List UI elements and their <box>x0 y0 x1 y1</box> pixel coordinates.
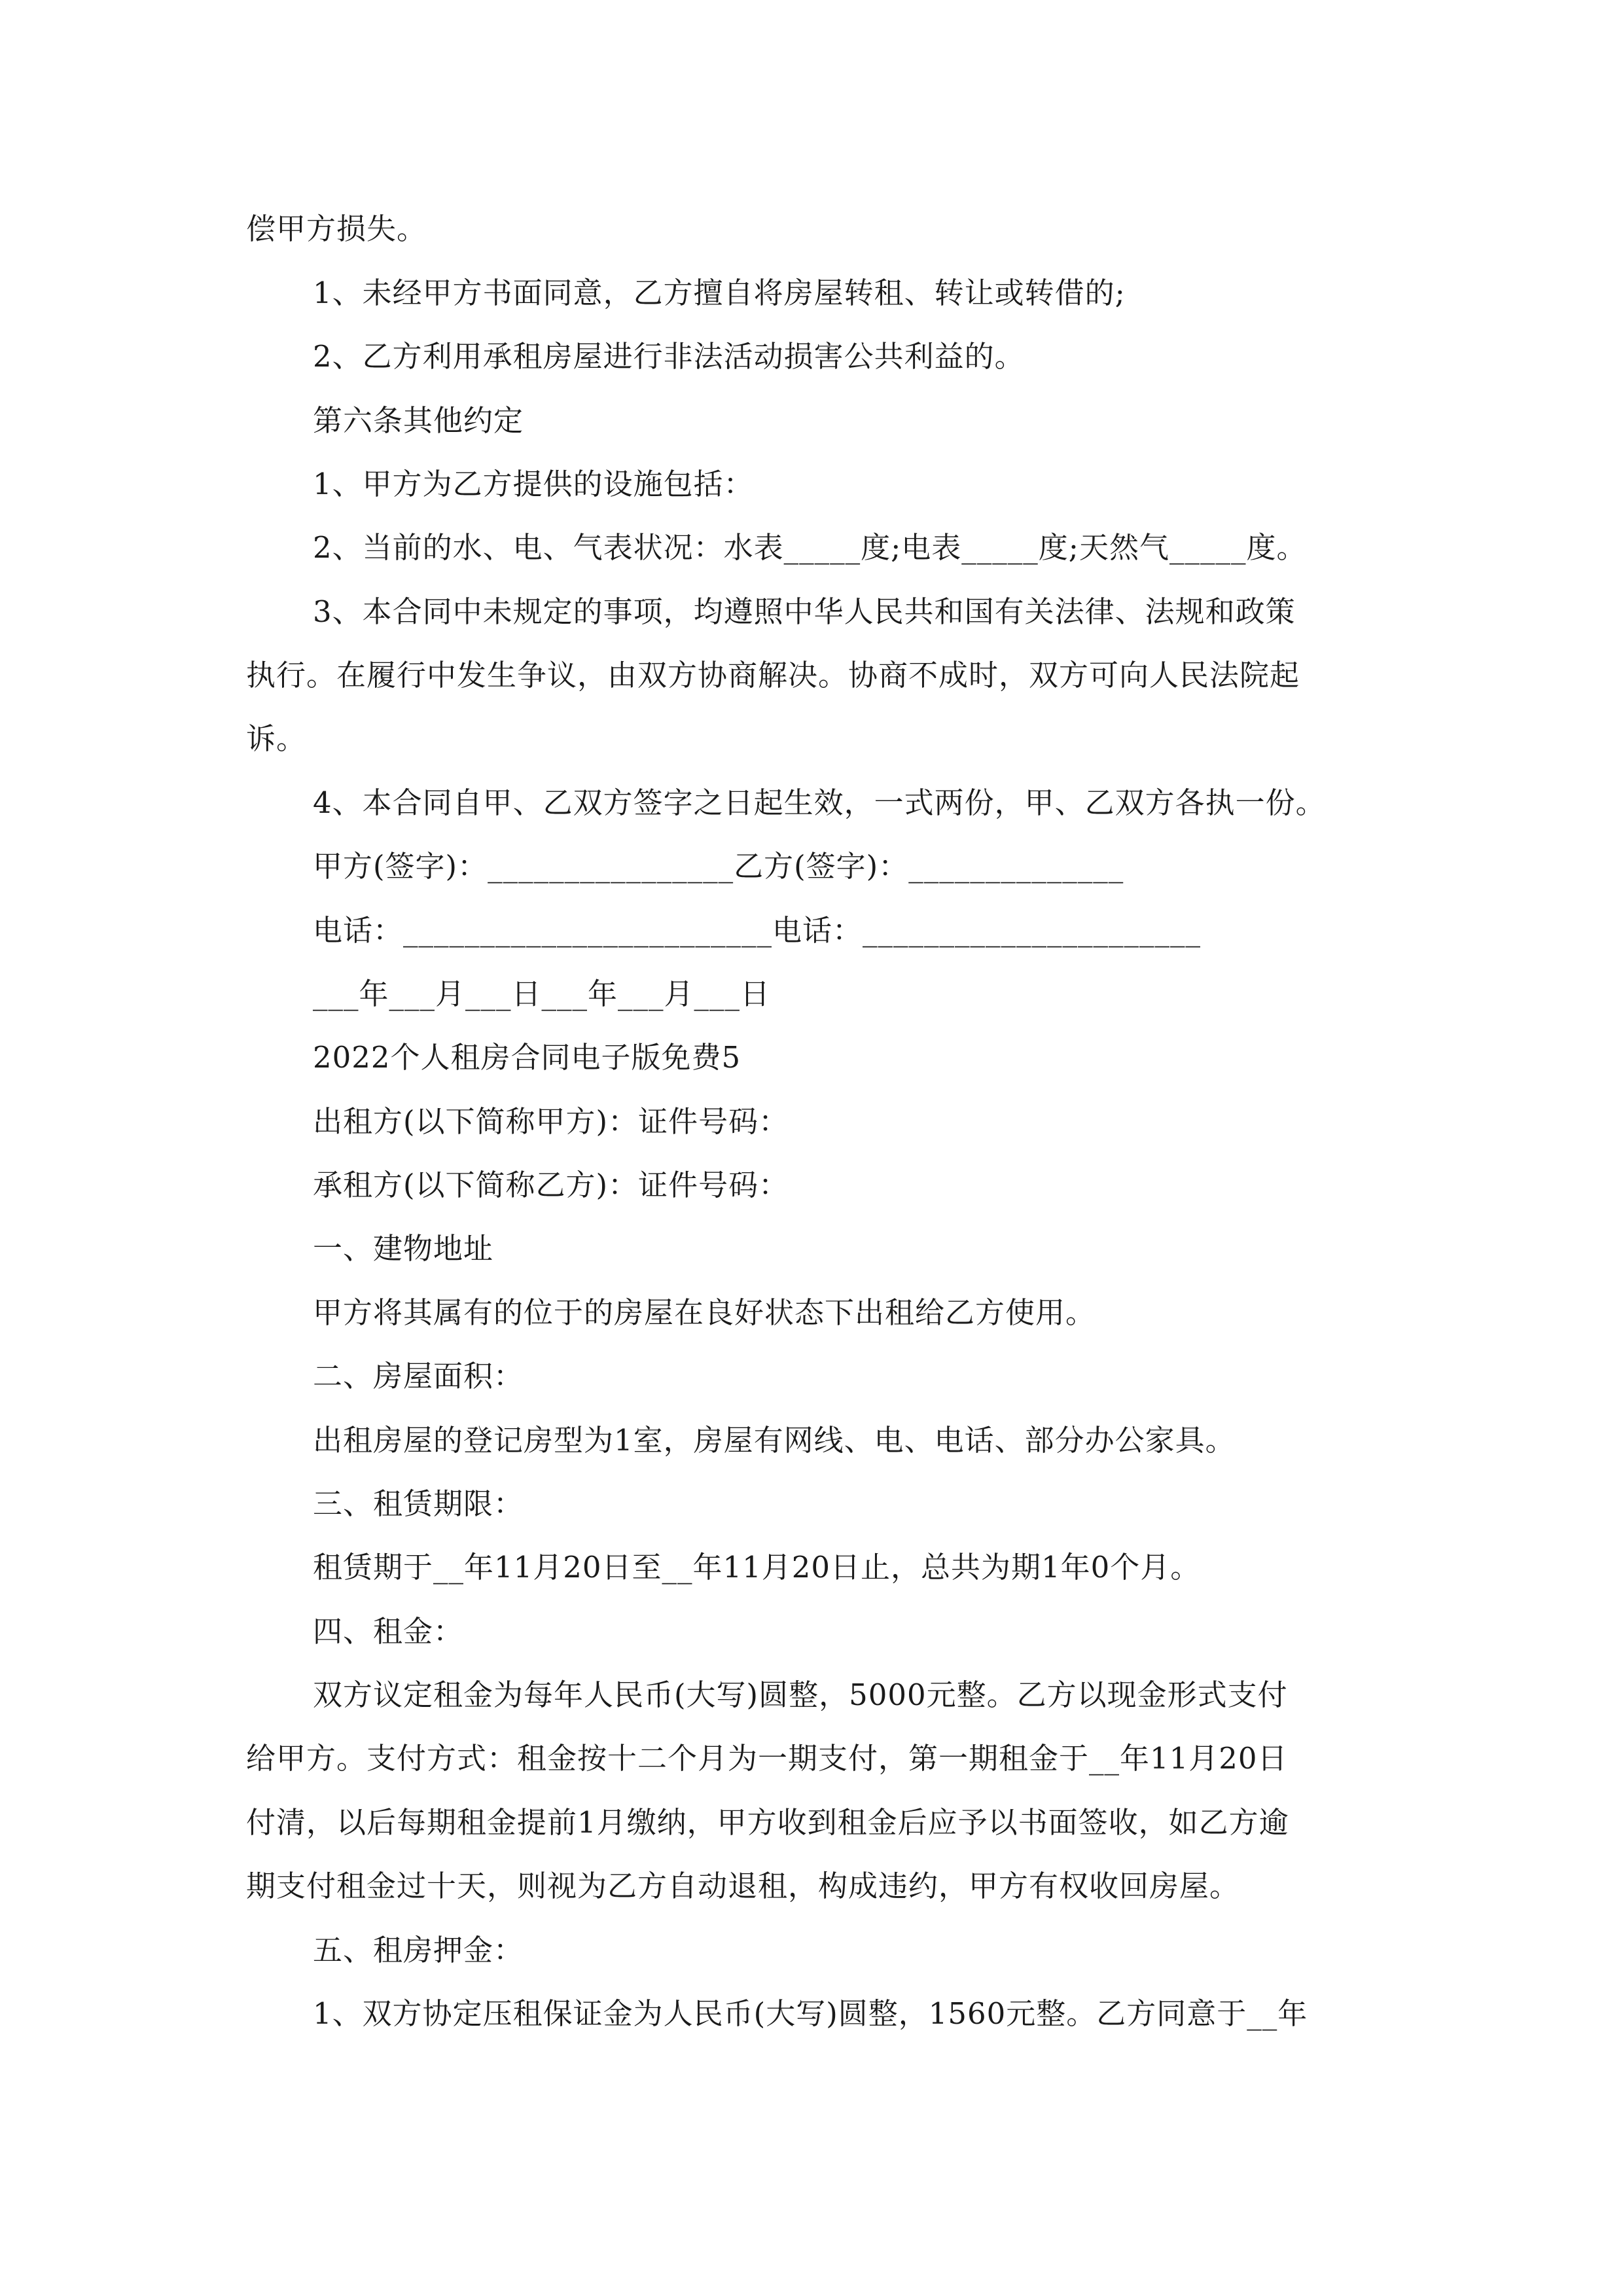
text-line: 偿甲方损失。 <box>246 211 427 246</box>
text-line: 诉。 <box>246 721 307 756</box>
text-line: 出租方(以下简称甲方)：证件号码： <box>313 1104 789 1139</box>
text-line: 双方议定租金为每年人民币(大写)圆整，5000元整。乙方以现金形式支付 <box>313 1677 1288 1712</box>
section-heading: 三、租赁期限： <box>313 1486 524 1521</box>
section-heading: 二、房屋面积： <box>313 1359 524 1393</box>
phone-line: 电话：________________________电话：______________________ <box>313 913 1202 948</box>
text-line: 租赁期于__年11月20日至__年11月20日止，总共为期1年0个月。 <box>313 1550 1201 1585</box>
signature-line: 甲方(签字)：________________乙方(签字)：______________ <box>313 849 1124 884</box>
text-line: 3、本合同中未规定的事项，均遵照中华人民共和国有关法律、法规和政策 <box>313 594 1296 629</box>
text-line: 1、甲方为乙方提供的设施包括： <box>313 467 754 501</box>
text-line: 1、未经甲方书面同意，乙方擅自将房屋转租、转让或转借的; <box>313 276 1126 310</box>
text-line: 2、当前的水、电、气表状况：水表_____度;电表_____度;天然气_____度。 <box>313 530 1307 565</box>
text-line: 给甲方。支付方式：租金按十二个月为一期支付，第一期租金于__年11月20日 <box>246 1741 1288 1776</box>
text-line: 期支付租金过十天，则视为乙方自动退租，构成违约，甲方有权收回房屋。 <box>246 1869 1240 1903</box>
text-line: 4、本合同自甲、乙双方签字之日起生效，一式两份，甲、乙双方各执一份。 <box>313 785 1326 820</box>
section-heading: 一、建物地址 <box>313 1231 494 1266</box>
text-line: 甲方将其属有的位于的房屋在良好状态下出租给乙方使用。 <box>313 1295 1096 1330</box>
section-heading: 五、租房押金： <box>313 1933 524 1967</box>
text-line: 付清，以后每期租金提前1月缴纳，甲方收到租金后应予以书面签收，如乙方逾 <box>246 1805 1289 1840</box>
text-line: 承租方(以下简称乙方)：证件号码： <box>313 1168 789 1202</box>
date-line: ___年___月___日___年___月___日 <box>313 977 771 1011</box>
text-line: 1、双方协定压租保证金为人民币(大写)圆整，1560元整。乙方同意于__年 <box>313 1996 1308 2031</box>
document-title: 2022个人租房合同电子版免费5 <box>313 1040 741 1075</box>
section-heading: 四、租金： <box>313 1614 464 1649</box>
section-heading: 第六条其他约定 <box>313 403 524 438</box>
text-line: 2、乙方利用承租房屋进行非法活动损害公共利益的。 <box>313 339 1025 374</box>
text-line: 出租房屋的登记房型为1室，房屋有网线、电、电话、部分办公家具。 <box>313 1423 1236 1458</box>
text-line: 执行。在履行中发生争议，由双方协商解决。协商不成时，双方可向人民法院起 <box>246 658 1300 692</box>
